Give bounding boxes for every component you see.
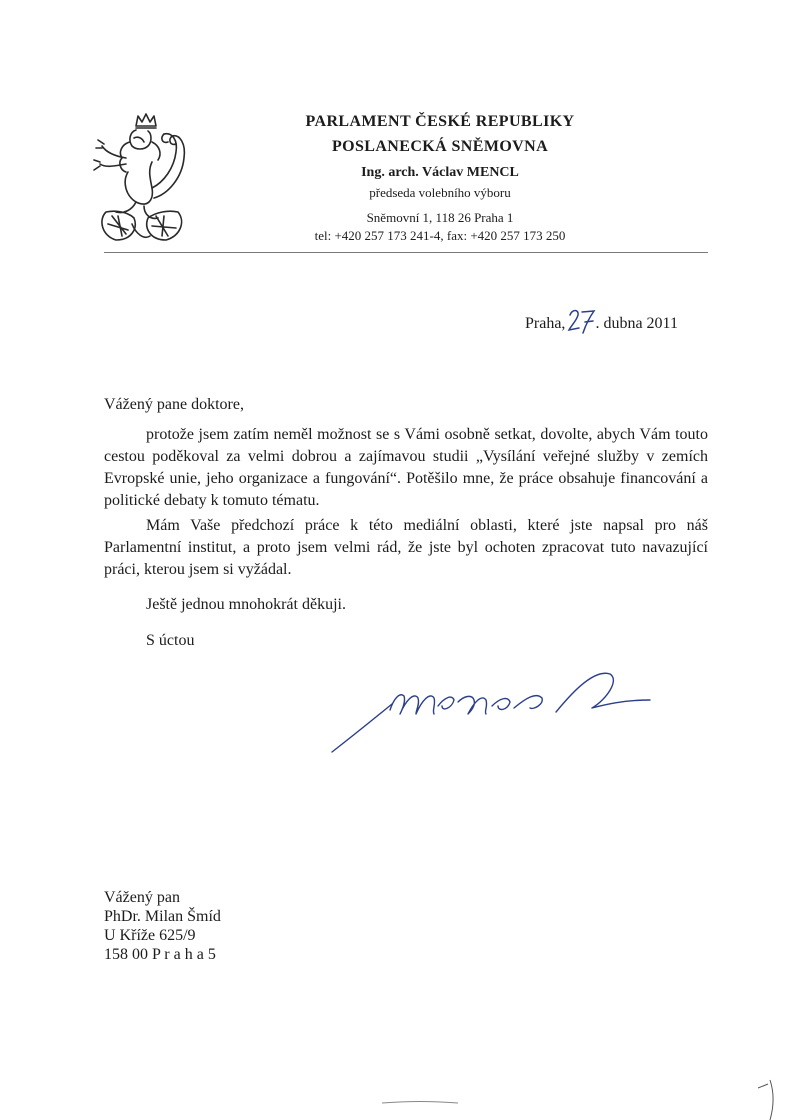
recipient-salutation: Vážený pan [104,889,180,906]
sender-address: Sněmovní 1, 118 26 Praha 1 [366,210,514,225]
recipient-city: 158 00 P r a h a 5 [104,946,216,963]
letter-date [525,312,678,336]
handwritten-signature-icon [330,660,660,760]
czech-lion-emblem-icon [92,112,196,244]
paragraph-previous-work: Mám Vaše předchozí práce k této mediální oblasti, které jste napsal pro náš Parlamentní institut, a proto jsem velmi rád, že jste byl ochoten zpracovat tuto navazující práci, kterou jsem si vyžádal. [104,517,708,578]
recipient-name: PhDr. Milan Šmíd [104,908,221,925]
closing-phrase: S úctou [146,632,195,649]
scan-mark-icon [380,1098,460,1106]
paragraph-thanks: protože jsem zatím neměl možnost se s Vámi osobně setkat, dovolte, abych Vám touto cestou poděkoval za velmi dobrou a zajímavou studii „Vysílání veřejné služby v zemích Evropské unie, jeho organizace a fungování“. Potěšilo mne, že práce obsahuje financování a politické debaty k tomuto tématu. [104,426,708,509]
date-month-year: . dubna 2011 [595,315,678,332]
greeting: Vážený pane doktore, [104,396,244,413]
institution-name: PARLAMENT ČESKÉ REPUBLIKY [305,113,575,130]
recipient-street: U Kříže 625/9 [104,927,196,944]
page-corner-curl-icon [740,1062,800,1120]
sender-role: předseda volebního výboru [369,185,511,200]
letterhead [250,108,630,245]
date-day [565,312,595,336]
paragraph-closing-thanks: Ještě jednou mnohokrát děkuji. [146,596,346,613]
chamber-name: POSLANECKÁ SNĚMOVNA [331,138,549,155]
date-city: Praha, [525,315,566,332]
sender-name: Ing. arch. Václav MENCL [361,165,519,180]
letterhead-divider [104,252,708,253]
handwritten-day-icon [567,306,597,334]
recipient-address [104,888,221,964]
sender-contact: tel: +420 257 173 241-4, fax: +420 257 173 250 [314,228,566,243]
